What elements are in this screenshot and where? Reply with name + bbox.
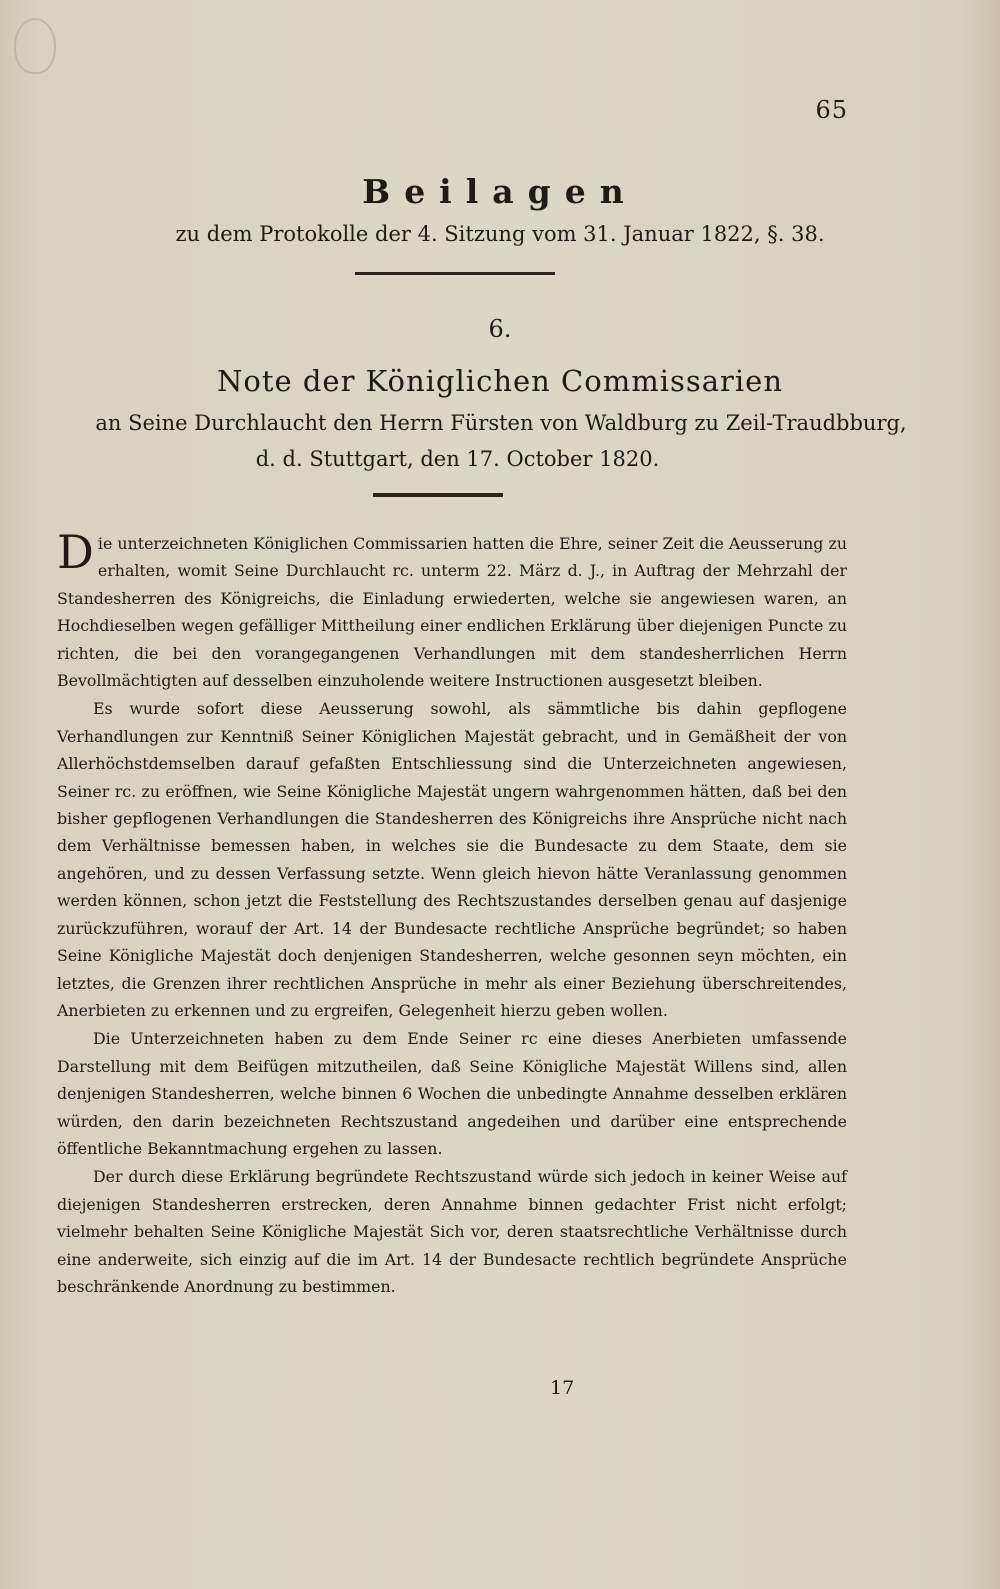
decorative-rule [373, 493, 503, 497]
library-stamp-icon [14, 18, 56, 74]
paragraph: Der durch diese Erklärung begründete Rechtszustand würde sich jedoch in keiner Weise auf diejenigen Standesherren erstrecken, deren Annahme binnen gedachter Frist nicht erfolgt; vielmehr behalten Seine Königliche Majestät Sich vor, deren staatsrechtliche Verhältnisse durch eine anderweite, sich einzig auf die im Art. 14 der Bundesacte rechtlich begründete Ansprüche beschränkende Anordnung zu bestimmen. [57, 1167, 847, 1296]
paragraph: Es wurde sofort diese Aeusserung sowohl, als sämmtliche bis dahin gepflogene Verhandlungen zur Kenntniß Seiner Königlichen Majestät gebracht, und in Gemäßheit der von Allerhöchstdemselben darauf gefaßten Entschliessung sind die Unterzeichneten angewiesen, Seiner rc. zu eröffnen, wie Seine Königliche Majestät ungern wahrgenommen hätten, daß bei den bisher gepflogenen Verhandlungen die Standesherren des Königreichs ihre Ansprüche nicht nach dem Verhältnisse bemessen haben, in welches sie die Bundesacte zu dem Staate, dem sie angehören, und zu dessen Verfassung setzte. Wenn gleich hievon hätte Veranlassung genommen werden können, schon jetzt die Feststellung des Rechtszustandes derselben genau auf dasjenige zurückzuführen, worauf der Art. 14 der Bundesacte rechtliche Ansprüche begründet; so haben Seine Königliche Majestät doch denjenigen Standesherren, welche gesonnen seyn möchten, ein letztes, die Grenzen ihrer rechtlichen Ansprüche in mehr als einer Beziehung überschreitendes, Anerbieten zu erkennen und zu ergreifen, Gelegenheit hierzu geben wollen. [57, 699, 847, 1020]
decorative-rule [355, 272, 555, 275]
paragraph: Die Unterzeichneten haben zu dem Ende Seiner rc eine dieses Anerbieten umfassende Darstellung mit dem Beifügen mitzutheilen, daß Seine Königliche Majestät Willens sind, allen denjenigen Standesherren, welche binnen 6 Wochen die unbedingte Annahme desselben erklären würden, den darin bezeichneten Rechtszustand angedeihen und darüber eine entsprechende öffentliche Bekanntmachung ergehen zu lassen. [57, 1029, 847, 1158]
paragraph-text: ie unterzeichneten Königlichen Commissarien hatten die Ehre, seiner Zeit die Aeusserung zu erhalten, womit Seine Durchlaucht rc. unterm 22. März d. J., in Auftrag der Mehrzahl der Standesherren des Königreichs, die Einladung erwiederten, welche sie angewiesen waren, an Hochdieselben wegen gefälliger Mittheilung einer endlichen Erklärung über diejenigen Puncte zu richten, die bei den vorangegangenen Verhandlungen mit dem standesherrlichen Herrn Bevollmächtigten auf desselben einzuholende weitere Instructionen ausgesetzt bleiben. [57, 534, 847, 691]
body-text [57, 525, 847, 1301]
section-heading: Beilagen [362, 172, 638, 211]
dateline: d. d. Stuttgart, den 17. October 1820. [255, 447, 660, 471]
page-number: 65 [815, 96, 848, 124]
signature-mark: 17 [550, 1377, 575, 1399]
section-subheading: zu dem Protokolle der 4. Sitzung vom 31. Januar 1822, §. 38. [175, 222, 825, 246]
paragraph [57, 525, 847, 694]
note-title: Note der Königlichen Commissarien [216, 364, 784, 398]
attachment-number: 6. [488, 315, 512, 343]
addressee-line: an Seine Durchlaucht den Herrn Fürsten von Waldburg zu Zeil-Traudbburg, [95, 411, 907, 435]
drop-cap: D [57, 525, 94, 579]
